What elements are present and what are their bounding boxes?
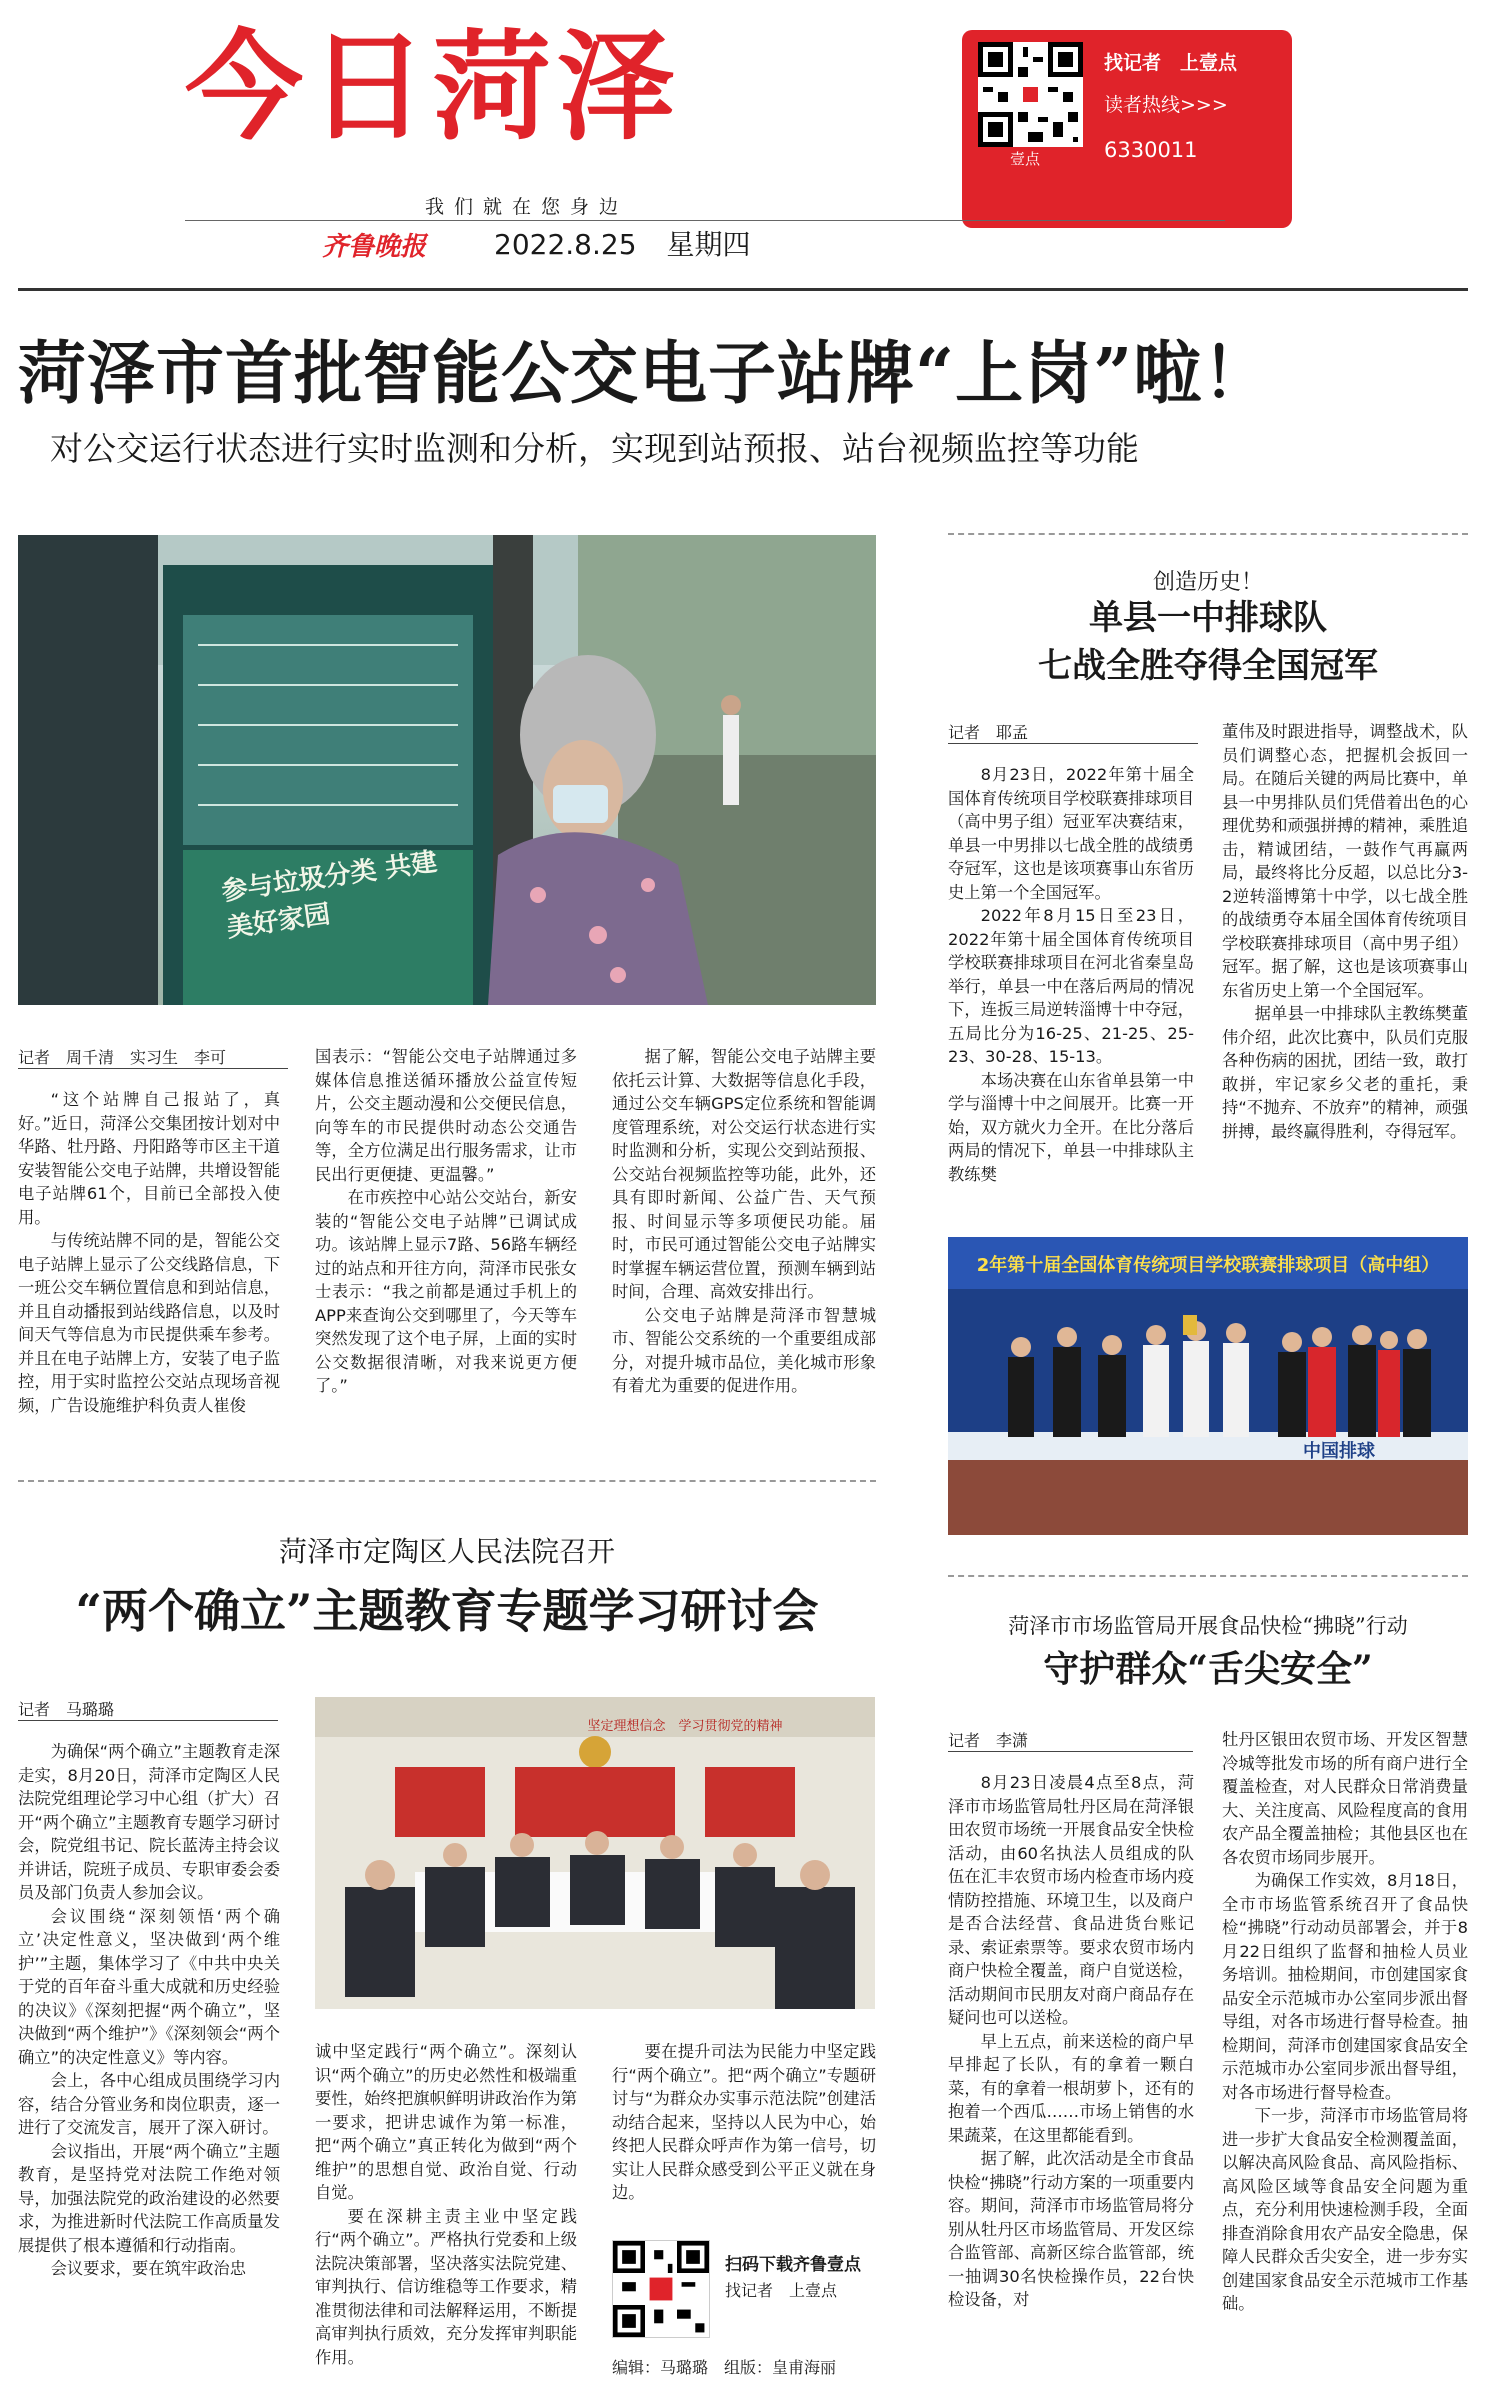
paragraph: 国表示：“智能公交电子站牌通过多媒体信息推送循环播放公益宣传短片，公交主题动漫和公交便民信息，向等车的市民提供时动态公交通告等，全方位满足出行服务需求，让市民出行更便捷、更温馨。” [315,1047,577,1184]
paragraph: 在市疾控中心站公交站台，新安装的“智能公交电子站牌”已调试成功。该站牌上显示7路、56路车辆经过的站点和开往方向，菏泽市民张女士表示：“我之前都是通过手机上的APP来查询公交到哪里了，今天等车突然发现了这个电子屏，上面的实时公交数据很清晰，对我来说更方便了。” [315,1188,577,1395]
volley-column-2 [1222,720,1468,1218]
paragraph: 与传统站牌不同的是，智能公交电子站牌上显示了公交线路信息，下一班公交车辆位置信息和到站信息，并且自动播报到站线路信息，以及时间天气等信息为市民提供乘车参考。并且在电子站牌上方，安装了电子监控，用于实时监控公交站点现场音视频，广告设施维护科负责人崔俊 [18,1231,280,1415]
lead-subheadline: 对公交运行状态进行实时监测和分析，实现到站预报、站台视频监控等功能 [50,429,1139,468]
paragraph: 会议要求，要在筑牢政治忠 [50,2259,246,2278]
volleyball-team-photo-illustration [948,1237,1468,1535]
paragraph: 董伟及时跟进指导，调整战术，队员们调整心态，把握机会扳回一局。在随后关键的两局比赛中，单县一中男排队员们凭借着出色的心理优势和顽强拼搏的精神，乘胜追击，精诚团结，一鼓作气再赢两局，最终将比分反超，以总比分3-2逆转淄博第十中学，以七战全胜的战绩勇夺本届全国体育传统项目学校联赛排球项目（高中男子组）冠军。据了解，这也是该项赛事山东省历史上第一个全国冠军。 [1222,722,1468,1000]
food-column-2 [1222,1728,1468,2385]
lead-column-3 [612,1045,876,1440]
promo-title: 扫码下载齐鲁壹点 [725,2255,861,2275]
court-byline: 记者 马璐璐 [18,1700,115,1719]
byline-rule [18,1068,288,1069]
volley-photo [948,1237,1468,1535]
volley-byline: 记者 耶孟 [948,723,1029,742]
volley-photo-sign: 中国排球 [1303,1441,1375,1462]
paragraph: 要在提升司法为民能力中坚定践行“两个确立”。把“两个确立”专题研讨与“为群众办实事示范法院”创建活动结合起来，坚持以人民为中心，始终把人民群众呼声作为第一信号，切实让人民群众感受到公平正义就在身边。 [612,2042,876,2202]
paragraph: 牡丹区银田农贸市场、开发区智慧冷城等批发市场的所有商户进行全覆盖检查，对人民群众日常消费量大、关注度高、风险程度高的食用农产品全覆盖抽检；其他县区也在各农贸市场同步展开。 [1222,1730,1468,1867]
masthead-qr-code[interactable] [978,42,1083,147]
paragraph: 8月23日，2022年第十届全国体育传统项目学校联赛排球项目（高中男子组）冠亚军决赛结束，单县一中男排以七战全胜的战绩勇夺冠军，这也是该项赛事山东省历史上第一个全国冠军。 [948,765,1194,902]
volley-headline-1: 单县一中排球队 [1089,598,1327,638]
food-byline: 记者 李潇 [948,1731,1029,1750]
masthead-bottom-rule [18,288,1468,291]
hotline-number[interactable]: 6330011 [1104,138,1198,162]
volley-column-1 [948,763,1194,1218]
weekday: 星期四 [666,228,751,261]
paragraph: 为确保工作实效，8月18日，全市市场监管系统召开了食品快检“拂晓”行动动员部署会，并于8月22日组织了监督和抽检人员业务培训。抽检期间，市创建国家食品安全示范城市办公室同步派出督导组，对各市场进行督导检查。抽检期间，菏泽市创建国家食品安全示范城市办公室同步派出督导组，对各市场进行督导检查。 [1222,1871,1468,2102]
date: 2022.8.25 [494,228,637,261]
lead-column-1 [18,1088,280,1438]
paragraph: 下一步，菏泽市市场监管局将进一步扩大食品安全检测覆盖面，以解决高风险食品、高风险指标、高风险区域等食品安全问题为重点，充分利用快速检测手段，全面排查消除食用农产品安全隐患，保障人民群众舌尖安全，进一步夯实创建国家食品安全示范城市工作基础。 [1222,2106,1468,2313]
paragraph: 本场决赛在山东省单县第一中学与淄博十中之间展开。比赛一开始，双方就火力全开。在比分落后两局的情况下，单县一中排球队主教练樊 [948,1070,1194,1184]
promo-qr-code[interactable] [612,2240,710,2338]
paragraph: 会议指出，开展“两个确立”主题教育，是坚持党对法院工作绝对领导，加强法院党的政治建设的必然要求，为推进新时代法院工作高质量发展提供了根本遵循和行动指南。 [18,2141,280,2255]
lead-photo [18,535,876,1005]
volley-kicker: 创造历史！ [1152,570,1263,595]
court-column-2 [315,2040,577,2385]
byline-rule [948,1751,1193,1752]
volley-headline-2: 七战全胜夺得全国冠军 [1038,646,1378,686]
section-divider [948,533,1468,535]
editor-credit: 编辑：马璐璐 组版：皇甫海丽 [612,2358,837,2377]
court-column-1 [18,1740,280,2385]
paragraph: 为确保“两个确立”主题教育走深走实，8月20日，菏泽市定陶区人民法院党组理论学习中心组（扩大）召开“两个确立”主题教育专题学习研讨会，院党组书记、院长蓝涛主持会议并讲话，院班子成员、专职审委会委员及部门负责人参加会议。 [18,1742,280,1902]
paragraph: 会上，各中心组成员围绕学习内容，结合分管业务和岗位职责，逐一进行了交流发言，展开了深入研讨。 [18,2071,280,2137]
paragraph: 要在深耕主责主业中坚定践行“两个确立”。严格执行党委和上级法院决策部署，坚决落实法院党建、审判执行、信访维稳等工作要求，精准贯彻法律和司法解释运用，不断提高审判执行质效，充分发挥审判职能作用。 [315,2206,577,2367]
masthead-rule [185,220,1225,221]
lead-column-2 [315,1045,577,1440]
court-headline: “两个确立”主题教育专题学习研讨会 [75,1584,819,1638]
paragraph: 会议围绕“深刻领悟‘两个确立’决定性意义，坚决做到‘两个维护’”主题，集体学习了《中共中央关于党的百年奋斗重大成就和历史经验的决议》《深刻把握“两个确立”，坚决做到“两个维护”》《深刻领会“两个确立”的决定性意义》等内容。 [18,1906,280,2067]
court-photo [315,1697,875,2009]
byline-rule [948,743,1198,744]
paragraph: 早上五点，前来送检的商户早早排起了长队，有的拿着一颗白菜，有的拿着一根胡萝卜，还有的抱着一个西瓜……市场上销售的水果蔬菜，在这里都能看到。 [948,2031,1194,2145]
photo-screen-text: 参与垃圾分类 共建美好家园 [219,847,439,944]
masthead-slogan: 我们就在您身边 [425,196,629,218]
reporter-link[interactable]: 找记者 上壹点 [1104,52,1238,74]
volley-photo-banner: 2年第十届全国体育传统项目学校联赛排球项目（高中组） [976,1255,1440,1276]
food-column-1 [948,1771,1194,2385]
court-kicker: 菏泽市定陶区人民法院召开 [278,1535,615,1568]
paper-logo: 齐鲁晚报 [322,232,427,262]
byline-rule [18,1720,278,1721]
issue-date [494,223,751,263]
section-divider [18,1480,876,1482]
qr-code-icon [978,42,1083,147]
lead-byline: 记者 周千清 实习生 李可 [18,1048,227,1067]
paragraph: 公交电子站牌是菏泽市智慧城市、智能公交系统的一个重要组成部分，对提升城市品位，美化城市形象有着尤为重要的促进作用。 [612,1305,876,1395]
qr-caption: 壹点 [1010,150,1041,168]
lead-headline: 菏泽市首批智能公交电子站牌“上岗”啦！ [18,334,1272,414]
meeting-room-photo-illustration [315,1697,875,2009]
paragraph: 据了解，智能公交电子站牌主要依托云计算、大数据等信息化手段，通过公交车辆GPS定位系统和智能调度管理系统，对公交运行状态进行实时监测和分析，实现公交到站预报、公交站台视频监控等功能，此外，还具有即时新闻、公益广告、天气预报、时间显示等多项便民功能。届时，市民可通过智能公交电子站牌实时掌握车辆运营位置，预测车辆到站时间，合理、高效安排出行。 [612,1047,876,1301]
paragraph: “这个站牌自己报站了，真好。”近日，菏泽公交集团按计划对中华路、牡丹路、丹阳路等市区主干道安装智能公交电子站牌，共增设智能电子站牌61个，目前已全部投入使用。 [18,1090,280,1227]
bus-stop-photo-illustration [18,535,876,1005]
paragraph: 诚中坚定践行“两个确立”。深刻认识“两个确立”的历史必然性和极端重要性，始终把旗帜鲜明讲政治作为第一要求，把讲忠诚作为第一标准，把“两个确立”真正转化为做到“两个维护”的思想自觉、政治自觉、行动自觉。 [315,2042,577,2202]
qr-code-icon [613,2241,709,2337]
paragraph: 8月23日凌晨4点至8点，菏泽市市场监管局牡丹区局在菏泽银田农贸市场统一开展食品安全快检活动，由60名执法人员组成的队伍在汇丰农贸市场内检查市场内疫情防控措施、环境卫生，以及商户是否合法经营、食品进货台账记录、索证索票等。要求农贸市场内商户快检全覆盖，商户自觉送检，活动期间市民朋友对商户商品存在疑问也可以送检。 [948,1773,1194,2027]
section-divider [948,1575,1468,1577]
court-column-3 [612,2040,876,2210]
food-kicker: 菏泽市市场监管局开展食品快检“拂晓”行动 [1008,1614,1408,1638]
paragraph: 据单县一中排球队主教练樊董伟介绍，此次比赛中，队员们克服各种伤病的困扰，团结一致，敢打敢拼，牢记家乡父老的重托，秉持“不抛弃、不放弃”的精神，顽强拼搏，最终赢得胜利，夺得冠军。 [1222,1004,1468,1141]
hotline-label: 读者热线>>> [1104,94,1228,116]
paragraph: 2022年8月15日至23日，2022年第十届全国体育传统项目学校联赛排球项目在河北省秦皇岛举行，单县一中在落后两局的情况下，连扳三局逆转淄博十中夺冠，五局比分为16-25、21-25、25-23、30-28、15-13。 [948,906,1194,1066]
masthead-title: 今日菏泽 [185,18,682,156]
food-headline: 守护群众“舌尖安全” [1043,1648,1373,1690]
promo-subtitle: 找记者 上壹点 [725,2281,838,2300]
court-photo-banner: 坚定理想信念 学习贯彻党的精神 [587,1719,783,1734]
paragraph: 据了解，此次活动是全市食品快检“拂晓”行动方案的一项重要内容。期间，菏泽市市场监管局将分别从牡丹区市场监管局、开发区综合监管部、高新区综合监管部，统一抽调30名快检操作员，22台快检设备，对 [948,2149,1194,2309]
